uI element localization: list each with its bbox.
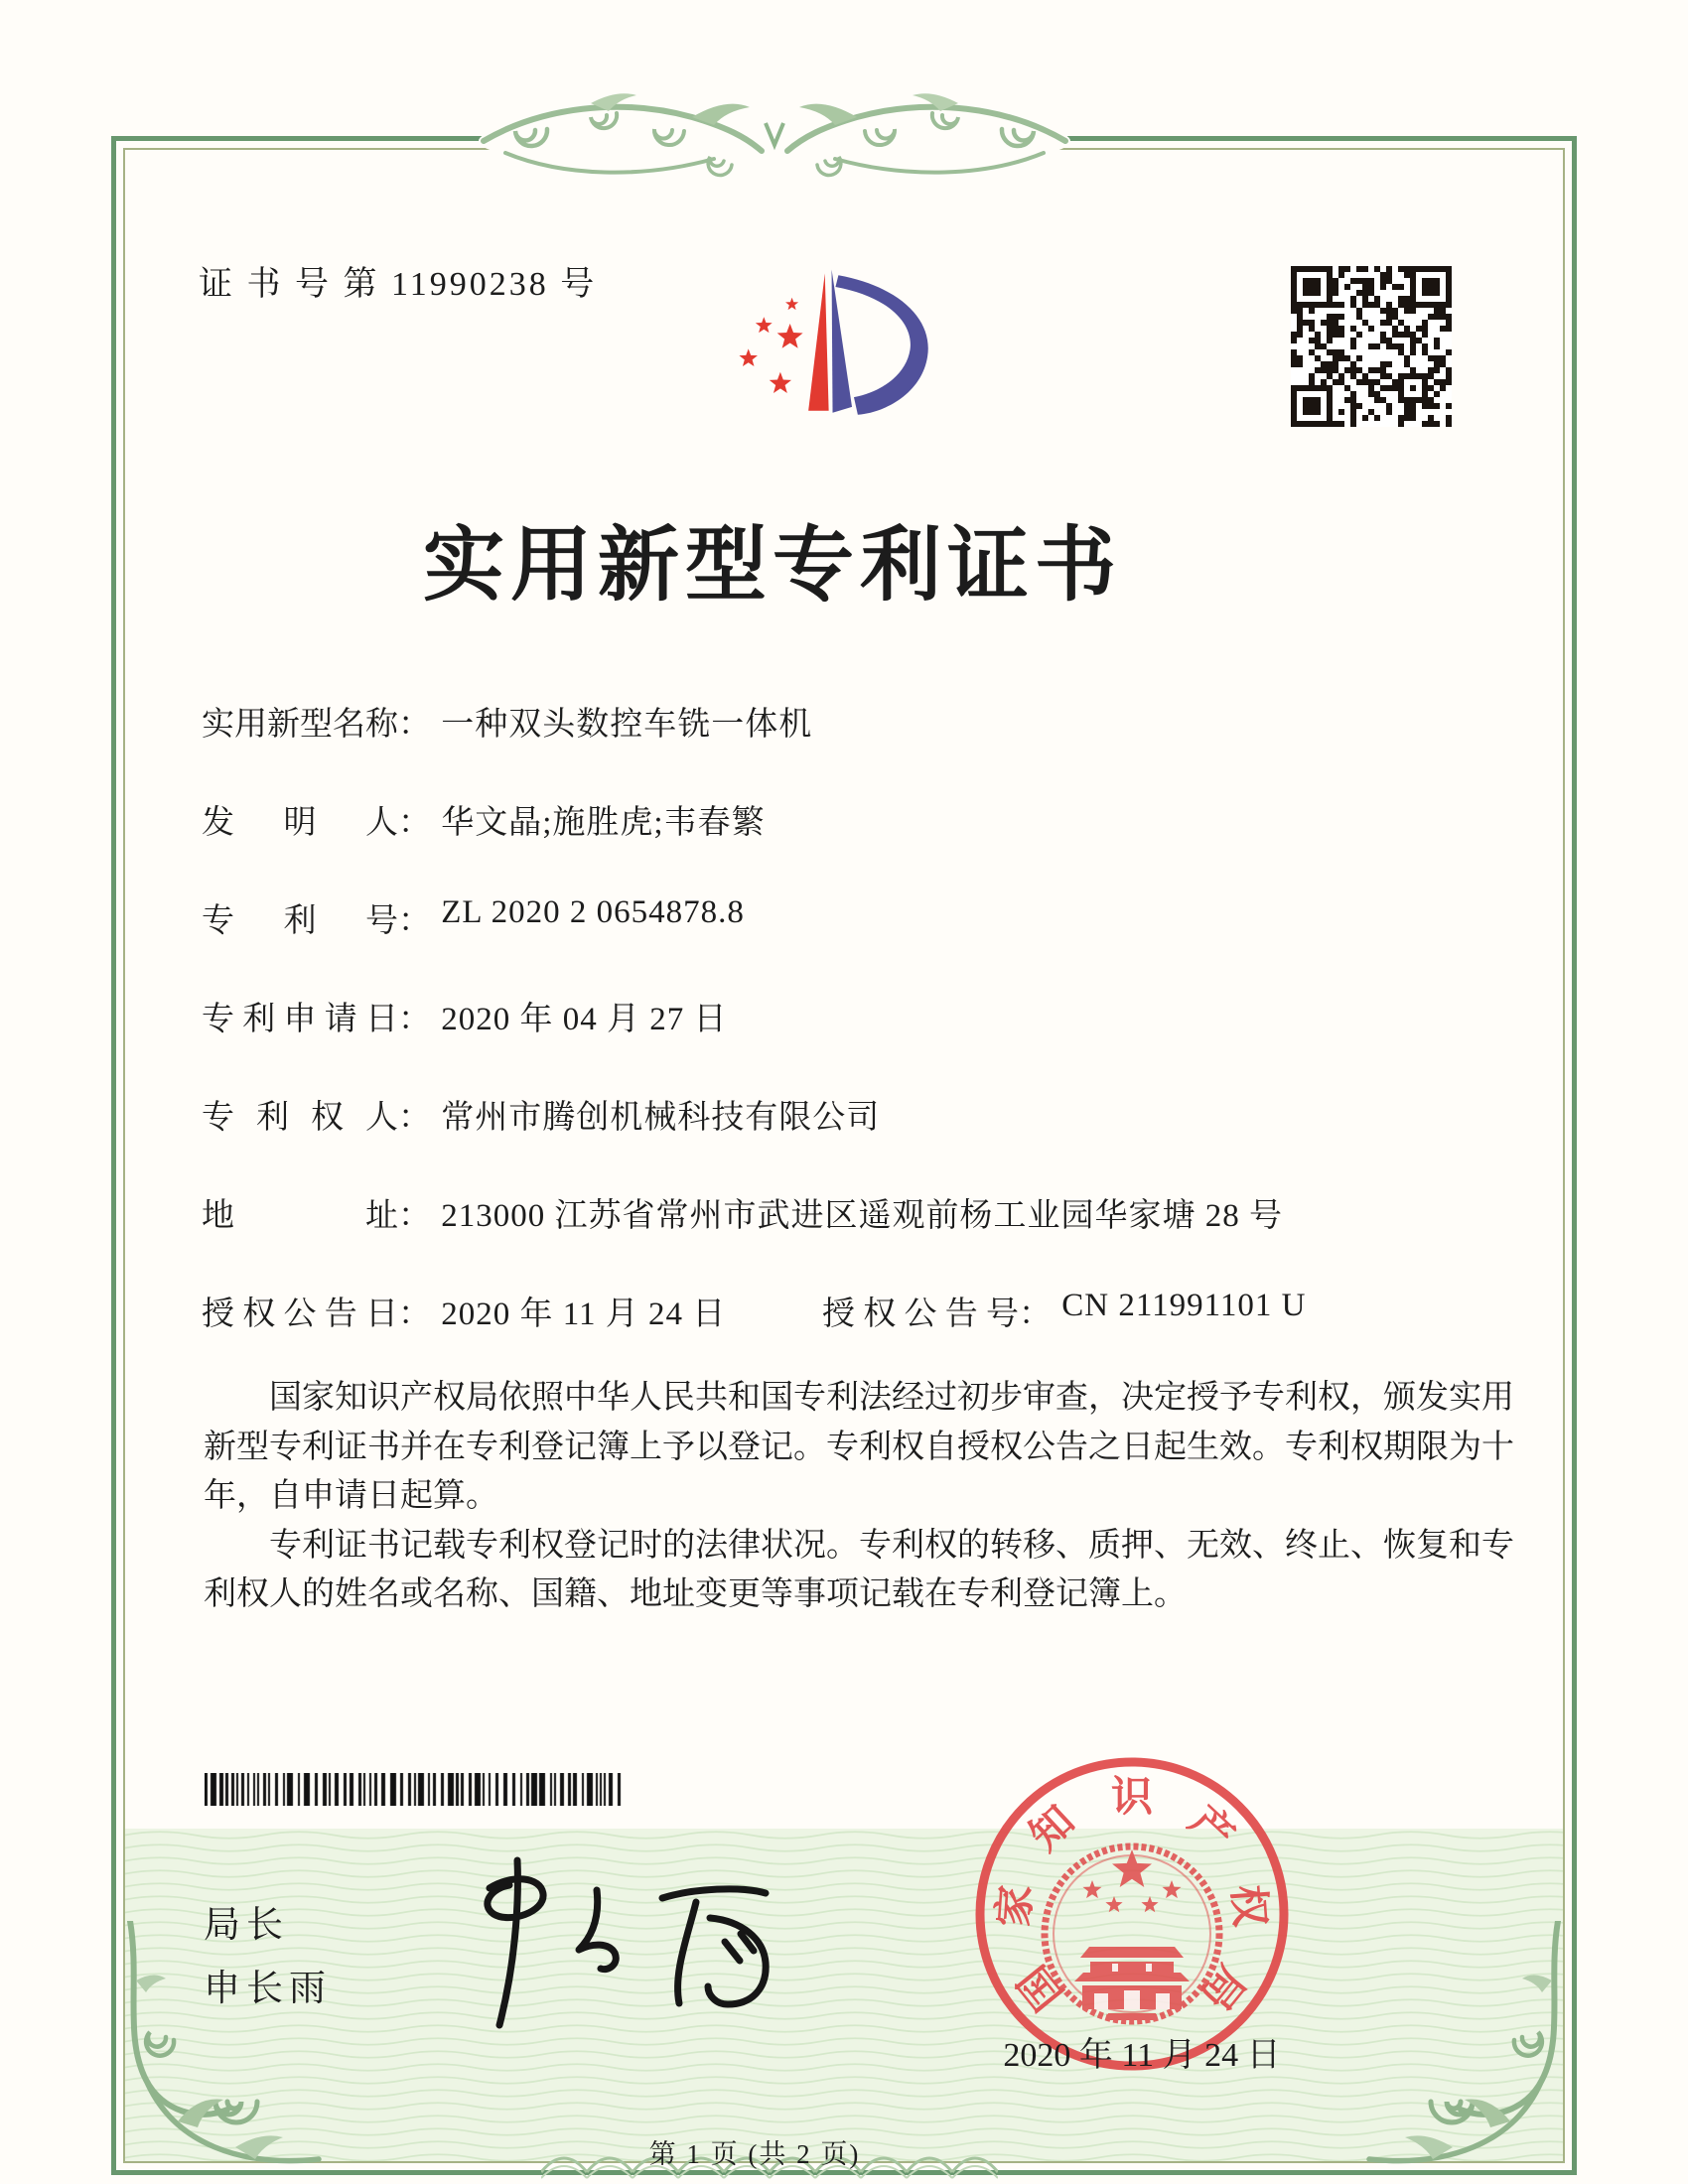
field-row-patentee: 专利权人： 常州市腾创机械科技有限公司 (202, 1091, 1592, 1138)
body-paragraph-2: 专利证书记载专利权登记时的法律状况。专利权的转移、质押、无效、终止、恢复和专利权人的姓名或名称、国籍、地址变更等事项记载在专利登记簿上。 (204, 1527, 1514, 1612)
cnipa-logo-icon (690, 248, 938, 442)
page-title: 实用新型专利证书 (422, 520, 1122, 611)
field-value: 一种双头数控车铣一体机 (441, 707, 813, 743)
svg-text:局: 局 (1191, 1956, 1254, 2018)
barcode (205, 1773, 622, 1806)
legal-text-block (204, 1374, 1530, 1620)
body-paragraph-1: 国家知识产权局依照中华人民共和国专利法经过初步审查，决定授予专利权，颁发实用新型专利证书并在专利登记簿上予以登记。专利权自授权公告之日起生效。专利权期限为十年，自申请日起算。 (204, 1380, 1514, 1514)
national-emblem (1045, 1846, 1219, 2021)
field-row-inventors: 发明人： 华文晶;施胜虎;韦春繁 (202, 796, 1592, 843)
corner-flourish-right (1358, 1921, 1572, 2172)
svg-text:产: 产 (1180, 1798, 1242, 1860)
top-flourish-ornament (472, 79, 1077, 197)
qr-code (1291, 266, 1452, 427)
grant-number-group: 授权公告号： CN 211991101 U (822, 1288, 1307, 1332)
field-label: 专利申请日 (202, 1002, 398, 1037)
certificate-border-inner (123, 148, 1565, 2163)
field-row-name: 实用新型名称： 一种双头数控车铣一体机 (202, 698, 1592, 745)
svg-text:识: 识 (1110, 1775, 1154, 1821)
field-row-patent-number: 专利号： ZL 2020 2 0654878.8 (202, 894, 745, 939)
svg-text:国: 国 (1010, 1956, 1073, 2018)
field-label: 专利权人 (202, 1100, 398, 1136)
page-footer: 第 1 页 (共 2 页) (648, 2139, 861, 2169)
svg-text:权: 权 (1223, 1883, 1273, 1929)
field-value: 2020 年 11 月 24 日 (441, 1297, 727, 1332)
certificate-number: 证 书 号 第 11990238 号 (199, 266, 598, 303)
field-value: 华文晶;施胜虎;韦春繁 (441, 805, 766, 841)
seal-date: 2020 年 11 月 24 日 (1003, 2037, 1281, 2074)
field-row-address: 地址： 213000 江苏省常州市武进区遥观前杨工业园华家塘 28 号 (202, 1189, 1592, 1236)
signatory-title: 局长 (204, 1905, 289, 1946)
field-row-grant: 授权公告日： 2020 年 11 月 24 日 授权公告号： CN 211991101 U (202, 1288, 1307, 1332)
signatory-name: 申长雨 (204, 1969, 332, 2009)
field-label: 专利号 (202, 903, 398, 939)
field-value: 213000 江苏省常州市武进区遥观前杨工业园华家塘 28 号 (441, 1198, 1283, 1234)
field-value: 2020 年 04 月 27 日 (441, 1002, 728, 1037)
field-label: 实用新型名称 (202, 707, 398, 743)
field-label: 授权公告号 (822, 1297, 1019, 1332)
svg-text:家: 家 (991, 1883, 1041, 1929)
field-label: 授权公告日 (202, 1297, 398, 1332)
field-value: 常州市腾创机械科技有限公司 (441, 1100, 881, 1136)
svg-text:知: 知 (1022, 1798, 1084, 1860)
field-label: 地址 (202, 1198, 398, 1234)
field-row-filing-date: 专利申请日： 2020 年 04 月 27 日 (202, 993, 1592, 1039)
handwritten-signature (412, 1846, 809, 2040)
field-label: 发明人 (202, 805, 398, 841)
field-value: CN 211991101 U (1061, 1288, 1307, 1323)
field-value: ZL 2020 2 0654878.8 (441, 894, 745, 930)
